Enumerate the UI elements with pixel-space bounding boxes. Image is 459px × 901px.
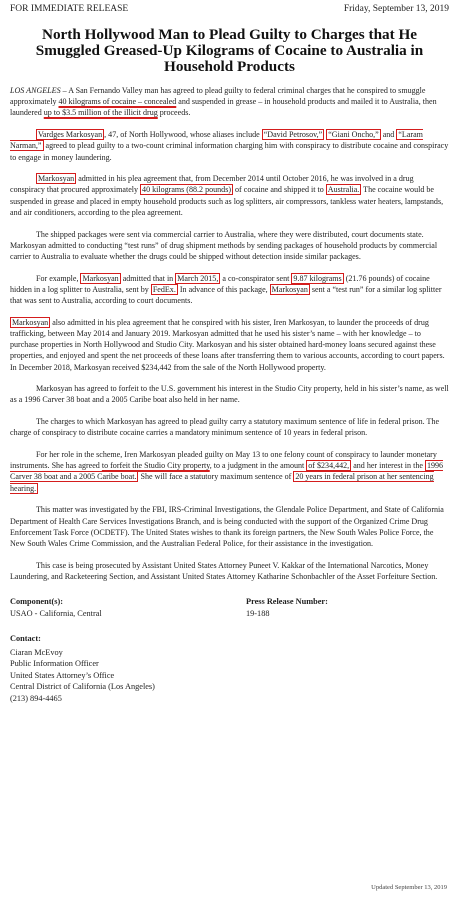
text: She will face a statutory maximum sentence of bbox=[138, 472, 294, 482]
text: of cocaine and shipped it to bbox=[233, 185, 326, 195]
paragraph-2 bbox=[10, 129, 449, 163]
annotation-underline: up to $3.5 million of the illicit drug bbox=[43, 108, 158, 118]
components-value[interactable]: USAO - California, Central bbox=[10, 608, 102, 618]
annotation-box: “Giani Oncho,” bbox=[328, 130, 379, 140]
text: sent a “test run” for a similar log splitter that was sent to Australia, according to court documents. bbox=[10, 284, 442, 306]
text: For her role in the scheme, Iren Markosyan pleaded guilty on May 13 to one felony count of conspiracy to launder monetary instruments. She has agreed bbox=[10, 450, 437, 471]
paragraph-7: Markosyan has agreed to forfeit to the U.S. government his interest in the Studio City property, held in his sister’s name, as well as a 1996 Carver 38 boat and a 2005 Caribe boat also held in her name. bbox=[10, 384, 449, 405]
annotation-box: Australia. bbox=[327, 185, 360, 195]
contact-line: Public Information Officer bbox=[10, 659, 99, 669]
text: admitted that in bbox=[120, 273, 176, 283]
annotation-box: 20 years in federal prison at her sentencing hearing. bbox=[10, 472, 434, 493]
contact-line: United States Attorney’s Office bbox=[10, 670, 115, 680]
paragraph-1 bbox=[10, 85, 449, 119]
annotation-underline: 40 kilograms of cocaine – concealed bbox=[58, 97, 177, 107]
paragraph-11: This case is being prosecuted by Assistant United States Attorney Puneet V. Kakkar of the International Narcotics, Money Laundering, and Racketeering Section, and Assistant United States Attorney Katharine Schonbachler of the Asset Forfeiture Section. bbox=[10, 560, 438, 581]
headline: North Hollywood Man to Plead Guilty to Charges that He Smuggled Greased-Up Kilograms of Cocaine to Australia in Household Products bbox=[35, 26, 424, 75]
text: and suspended in grease – in household products and mailed it to Australia, then laundered bbox=[10, 97, 437, 118]
text: For example, bbox=[36, 273, 81, 283]
annotation-underline: to forfeit the Studio City property bbox=[101, 461, 210, 471]
release-meta bbox=[10, 596, 449, 619]
contact-label: Contact: bbox=[10, 634, 41, 644]
annotation-box: Markosyan bbox=[38, 174, 75, 184]
text: In advance of this package, bbox=[177, 284, 270, 294]
text: also admitted in his plea agreement that he conspired with his sister, Iren Markosyan, to launder the proceeds of drug trafficking, between May 2014 and January 2019. Markosyan admitted that he used his sister’s name – with her knowledge – to purchase properties in North Hollywood and Studio City. Markosyan and his sister obtained hard-money loans secured against these properties, and enjoyed and spent the net proceeds of these loans after transferring them to various accounts, according to court papers. In December 2018, Markosyan received $234,442 from the sale of the North Hollywood property. bbox=[10, 317, 445, 372]
contact-line: Central District of California (Los Angeles) bbox=[10, 682, 155, 692]
annotation-box: Markosyan bbox=[12, 317, 49, 327]
annotation-box: “Laram Narman,” bbox=[10, 130, 423, 151]
paragraph-9 bbox=[10, 449, 449, 494]
text: – A San Fernando Valley man has agreed to plead guilty to federal criminal charges that he conspired to smuggle approximately bbox=[10, 86, 426, 107]
header-bar bbox=[10, 0, 449, 14]
text: proceeds. bbox=[157, 108, 191, 118]
contact-line: Ciaran McEvoy bbox=[10, 647, 63, 657]
press-release-number-label: Press Release Number: bbox=[246, 597, 328, 607]
release-type: FOR IMMEDIATE RELEASE bbox=[10, 4, 129, 14]
text: , to a judgment in the amount bbox=[209, 461, 307, 471]
paragraph-5 bbox=[10, 273, 449, 307]
annotation-box: “David Petrosov,” bbox=[263, 130, 323, 140]
text: and bbox=[380, 130, 397, 140]
updated-date: Updated September 13, 2019 bbox=[371, 884, 447, 891]
components-block bbox=[10, 596, 246, 619]
paragraph-8: The charges to which Markosyan has agreed to plead guilty carry a statutory maximum sentence of life in federal prison. The charge of conspiracy to distribute cocaine carries a mandatory minimum sentence of 10 years in federal prison. bbox=[10, 417, 440, 438]
text: a co-conspirator sent bbox=[220, 273, 292, 283]
contact-line: (213) 894-4465 bbox=[10, 693, 62, 703]
annotation-box: FedEx. bbox=[152, 284, 176, 294]
article-body bbox=[10, 85, 449, 582]
annotation-box: 9.87 kilograms bbox=[293, 273, 342, 283]
text: The cocaine would be suspended in grease and placed in empty household products such as log splitters, air compressors, tankless water heaters, lampstands, and air conditioners, according to the plea agreement. bbox=[10, 185, 444, 217]
text: , 47, of North Hollywood, whose aliases include bbox=[104, 130, 262, 140]
annotation-box: 40 kilograms (88.2 pounds) bbox=[142, 185, 232, 195]
text: and her interest in the bbox=[351, 461, 425, 471]
text: admitted in his plea agreement that, from December 2014 until October 2016, he was involved in a drug conspiracy that procured approximately bbox=[10, 174, 414, 195]
text: agreed to plead guilty to a two-count criminal information charging him with conspiracy to distribute cocaine and conspiracy to engage in money laundering. bbox=[10, 141, 449, 162]
paragraph-4: The shipped packages were sent via commercial carrier to Australia, where they were distributed, court documents state. Markosyan admitted to conducting “test runs” of drug shipment methods by sending packages of household products by commercial carrier to Australia to evaluate whether the drugs could be shipped without detection inside similar packages. bbox=[10, 229, 438, 261]
annotation-box: of $234,442, bbox=[308, 461, 350, 471]
paragraph-6 bbox=[10, 317, 449, 373]
paragraph-3 bbox=[10, 173, 449, 218]
annotation-box: Markosyan bbox=[82, 273, 119, 283]
contact-block bbox=[10, 633, 449, 704]
press-release-number-value: 19-188 bbox=[246, 608, 270, 618]
annotation-box: 1996 Carver 38 boat and a 2005 Caribe boat. bbox=[10, 461, 444, 482]
press-release-number-block bbox=[246, 596, 328, 619]
paragraph-10: This matter was investigated by the FBI, IRS-Criminal Investigations, the Glendale Police Department, and State of California Department of Health Care Services Investigations Branch, and is being conducted with the support of the Organized Crime Drug Enforcement Task Force (OCDETF). The United States wishes to thank its foreign partners, the New South Wales Police Force, the New South Wales Crime Commission, and the Australian Federal Police, for their assistance in the investigation. bbox=[10, 505, 444, 548]
release-date: Friday, September 13, 2019 bbox=[343, 4, 449, 14]
dateline: LOS ANGELES bbox=[10, 86, 61, 95]
text: (21.76 pounds) of cocaine hidden in a log splitter to Australia, sent by bbox=[10, 273, 430, 294]
annotation-box: Markosyan bbox=[271, 284, 308, 294]
components-label: Component(s): bbox=[10, 597, 64, 607]
annotation-box: March 2015, bbox=[177, 273, 219, 283]
annotation-box: Vardges Markosyan bbox=[38, 130, 103, 140]
